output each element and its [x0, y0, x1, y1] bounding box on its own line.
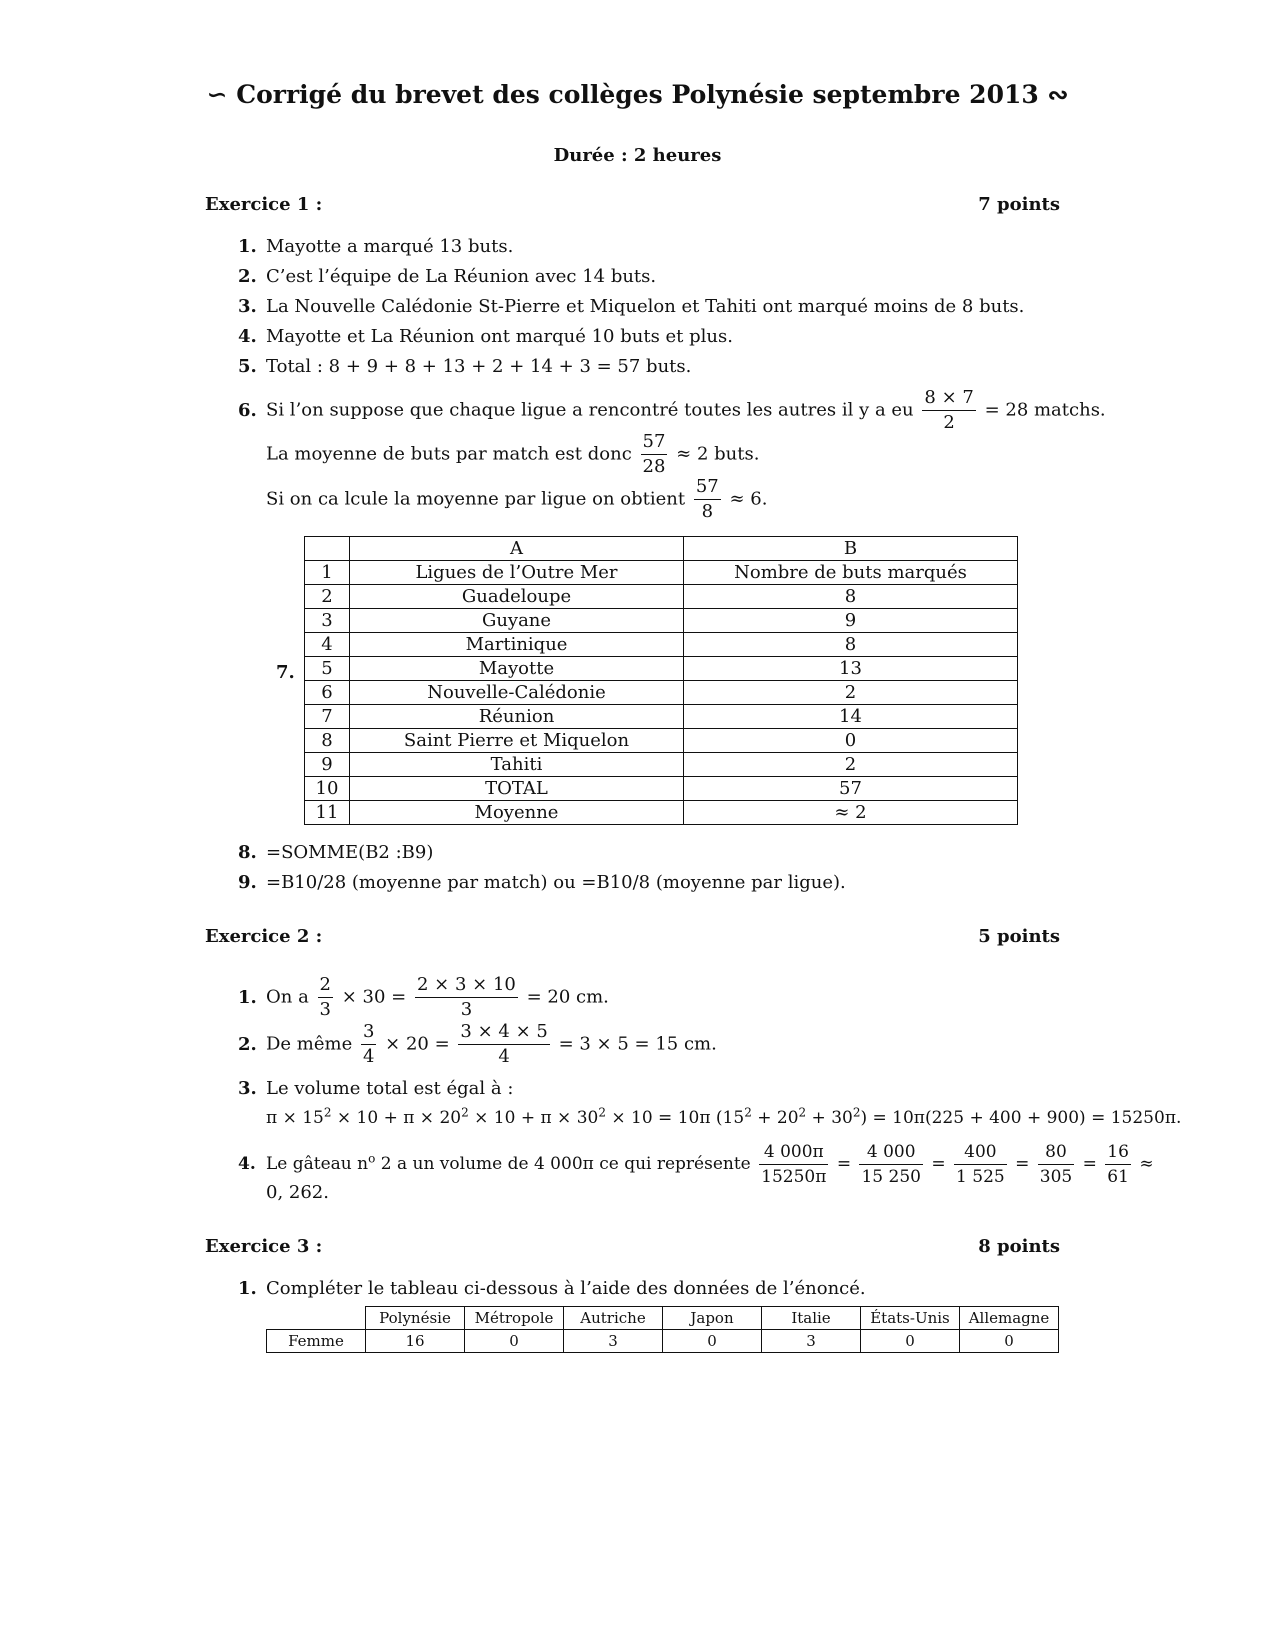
exercise-3-heading — [205, 1236, 1060, 1257]
table-cell: 5 — [305, 657, 350, 681]
fraction: $\frac{2}{3}$ — [319, 974, 331, 1020]
table-cell: Polynésie — [366, 1307, 465, 1330]
ex1-item-9: 9. =B10/28 (moyenne par match) ou =B10/8 (moyenne par ligue). — [238, 872, 846, 893]
table-row — [305, 633, 1018, 657]
table-row — [305, 777, 1018, 801]
ex2-item-4: 4. Le gâteau $n^o$ 2 a un volume de 4 000π ce qui représente $\frac{4 000\pi}{15250\pi}$ = $\frac{4 000}{15 250}$ = $\frac{400}{1 525}$ = $\frac{80}{305}$ = $\frac{16}{61}$ ≈ — [238, 1142, 1154, 1187]
ex1-item-8: 8. =SOMME(B2 :B9) — [238, 842, 434, 863]
table-cell: 4 — [305, 633, 350, 657]
table-cell: Métropole — [465, 1307, 564, 1330]
ex1-item-3: 3. La Nouvelle Calédonie St-Pierre et Miquelon et Tahiti ont marqué moins de 8 buts. — [238, 296, 1025, 317]
table-cell: Guadeloupe — [350, 585, 684, 609]
table-cell — [267, 1307, 366, 1330]
table-cell: 9 — [305, 753, 350, 777]
table-row — [305, 705, 1018, 729]
exercise-3-title: Exercice 3 : — [205, 1236, 323, 1257]
table-cell: États-Unis — [861, 1307, 960, 1330]
fraction: $\frac{400}{1 525}$ — [956, 1142, 1005, 1187]
table-cell: Mayotte — [350, 657, 684, 681]
ex1-item-6-line-2: La moyenne de buts par match est donc $\frac{57}{28}$ ≈ 2 buts. — [266, 431, 760, 477]
exercise-2-heading — [205, 926, 1060, 947]
ex1-item-2: 2. C’est l’équipe de La Réunion avec 14 buts. — [238, 266, 657, 287]
table-cell — [305, 537, 350, 561]
table-row — [305, 657, 1018, 681]
table-cell: Tahiti — [350, 753, 684, 777]
table-cell: 10 — [305, 777, 350, 801]
fraction: $\frac{4 000\pi}{15250\pi}$ — [761, 1142, 827, 1187]
table-cell: Japon — [663, 1307, 762, 1330]
table-row — [305, 729, 1018, 753]
table-cell: 8 — [305, 729, 350, 753]
exercise-1-points: 7 points — [978, 194, 1060, 215]
table-cell: 14 — [684, 705, 1018, 729]
ex2-item-1: 1. On a $\frac{2}{3}$ × 30 = $\frac{2 \times 3 \times 10}{3}$ = 20 cm. — [238, 974, 609, 1020]
table-cell: Allemagne — [960, 1307, 1059, 1330]
table-cell: 0 — [960, 1330, 1059, 1353]
ex3-item-1: 1. Compléter le tableau ci-dessous à l’aide des données de l’énoncé. — [238, 1278, 866, 1299]
ex1-item-7-number: 7. — [276, 662, 295, 683]
exercise-3-points: 8 points — [978, 1236, 1060, 1257]
table-cell: Ligues de l’Outre Mer — [350, 561, 684, 585]
fraction: $\frac{57}{28}$ — [642, 431, 666, 477]
table-row — [305, 561, 1018, 585]
table-row — [267, 1330, 1059, 1353]
table-cell: 8 — [684, 585, 1018, 609]
table-cell: Guyane — [350, 609, 684, 633]
women-table — [266, 1306, 1059, 1353]
fraction: $\frac{57}{8}$ — [695, 476, 719, 522]
table-cell: 16 — [366, 1330, 465, 1353]
table-cell: B — [684, 537, 1018, 561]
exercise-1-heading — [205, 194, 1060, 215]
table-row — [305, 609, 1018, 633]
ex1-item-5: 5. Total : 8 + 9 + 8 + 13 + 2 + 14 + 3 = 57 buts. — [238, 356, 692, 377]
table-cell: 2 — [305, 585, 350, 609]
exercise-2-title: Exercice 2 : — [205, 926, 323, 947]
fraction: $\frac{3 \times 4 \times 5}{4}$ — [460, 1021, 548, 1067]
table-cell: Femme — [267, 1330, 366, 1353]
table-cell: 11 — [305, 801, 350, 825]
table-cell: 0 — [861, 1330, 960, 1353]
table-cell: TOTAL — [350, 777, 684, 801]
table-header-row — [305, 537, 1018, 561]
table-cell: 2 — [684, 681, 1018, 705]
table-cell: Autriche — [564, 1307, 663, 1330]
table-cell: Nouvelle-Calédonie — [350, 681, 684, 705]
table-cell: 8 — [684, 633, 1018, 657]
ex1-item-6-line-3: Si on ca lcule la moyenne par ligue on obtient $\frac{57}{8}$ ≈ 6. — [266, 476, 768, 522]
table-cell: Nombre de buts marqués — [684, 561, 1018, 585]
table-row — [305, 753, 1018, 777]
ex2-item-2: 2. De même $\frac{3}{4}$ × 20 = $\frac{3 \times 4 \times 5}{4}$ = 3 × 5 = 15 cm. — [238, 1021, 717, 1067]
table-cell: 2 — [684, 753, 1018, 777]
table-cell: Moyenne — [350, 801, 684, 825]
table-cell: 0 — [465, 1330, 564, 1353]
ex2-item-4-line-2: 0, 262. — [266, 1182, 329, 1203]
spreadsheet-table — [304, 536, 1018, 825]
table-cell: Saint Pierre et Miquelon — [350, 729, 684, 753]
table-cell: 3 — [762, 1330, 861, 1353]
fraction: $\frac{4 000}{15 250}$ — [861, 1142, 921, 1187]
fraction: $\frac{8 \times 7}{2}$ — [924, 387, 974, 433]
table-cell: A — [350, 537, 684, 561]
table-cell: Réunion — [350, 705, 684, 729]
table-cell: Martinique — [350, 633, 684, 657]
table-cell: 6 — [305, 681, 350, 705]
exercise-2-points: 5 points — [978, 926, 1060, 947]
duration-subtitle: Durée : 2 heures — [553, 145, 722, 166]
table-cell: 57 — [684, 777, 1018, 801]
ex1-item-1: 1. Mayotte a marqué 13 buts. — [238, 236, 514, 257]
fraction: $\frac{2 \times 3 \times 10}{3}$ — [416, 974, 516, 1020]
table-cell: 0 — [684, 729, 1018, 753]
table-cell: 3 — [305, 609, 350, 633]
fraction: $\frac{80}{305}$ — [1039, 1142, 1073, 1187]
fraction: $\frac{3}{4}$ — [362, 1021, 375, 1067]
ex1-item-6: 6. Si l’on suppose que chaque ligue a rencontré toutes les autres il y a eu $\frac{8 \times 7}{2}$ = 28 matchs. — [238, 387, 1106, 433]
exercise-1-title: Exercice 1 : — [205, 194, 323, 215]
document-title: ∽ Corrigé du brevet des collèges Polynésie septembre 2013 ∾ — [206, 80, 1069, 109]
table-cell: 3 — [564, 1330, 663, 1353]
table-cell: ≈ 2 — [684, 801, 1018, 825]
table-row — [305, 801, 1018, 825]
table-row — [305, 585, 1018, 609]
table-cell: Italie — [762, 1307, 861, 1330]
table-row — [305, 681, 1018, 705]
ex1-item-4: 4. Mayotte et La Réunion ont marqué 10 buts et plus. — [238, 326, 733, 347]
ex2-item-3-formula: $\pi \times 15^2 \times 10 + \pi \times 20^2 \times 10 + \pi \times 30^2 \times 10 = 10\pi$ $(15^2 + 20^2 + 30^2) = 10\pi(225 + 400 + 900) = 15250\pi$. — [266, 1105, 1182, 1128]
table-cell: 1 — [305, 561, 350, 585]
ex2-item-3: 3. Le volume total est égal à : — [238, 1078, 514, 1099]
table-cell: 7 — [305, 705, 350, 729]
table-header-row — [267, 1307, 1059, 1330]
table-cell: 13 — [684, 657, 1018, 681]
table-cell: 9 — [684, 609, 1018, 633]
table-cell: 0 — [663, 1330, 762, 1353]
fraction: $\frac{16}{61}$ — [1107, 1142, 1129, 1187]
